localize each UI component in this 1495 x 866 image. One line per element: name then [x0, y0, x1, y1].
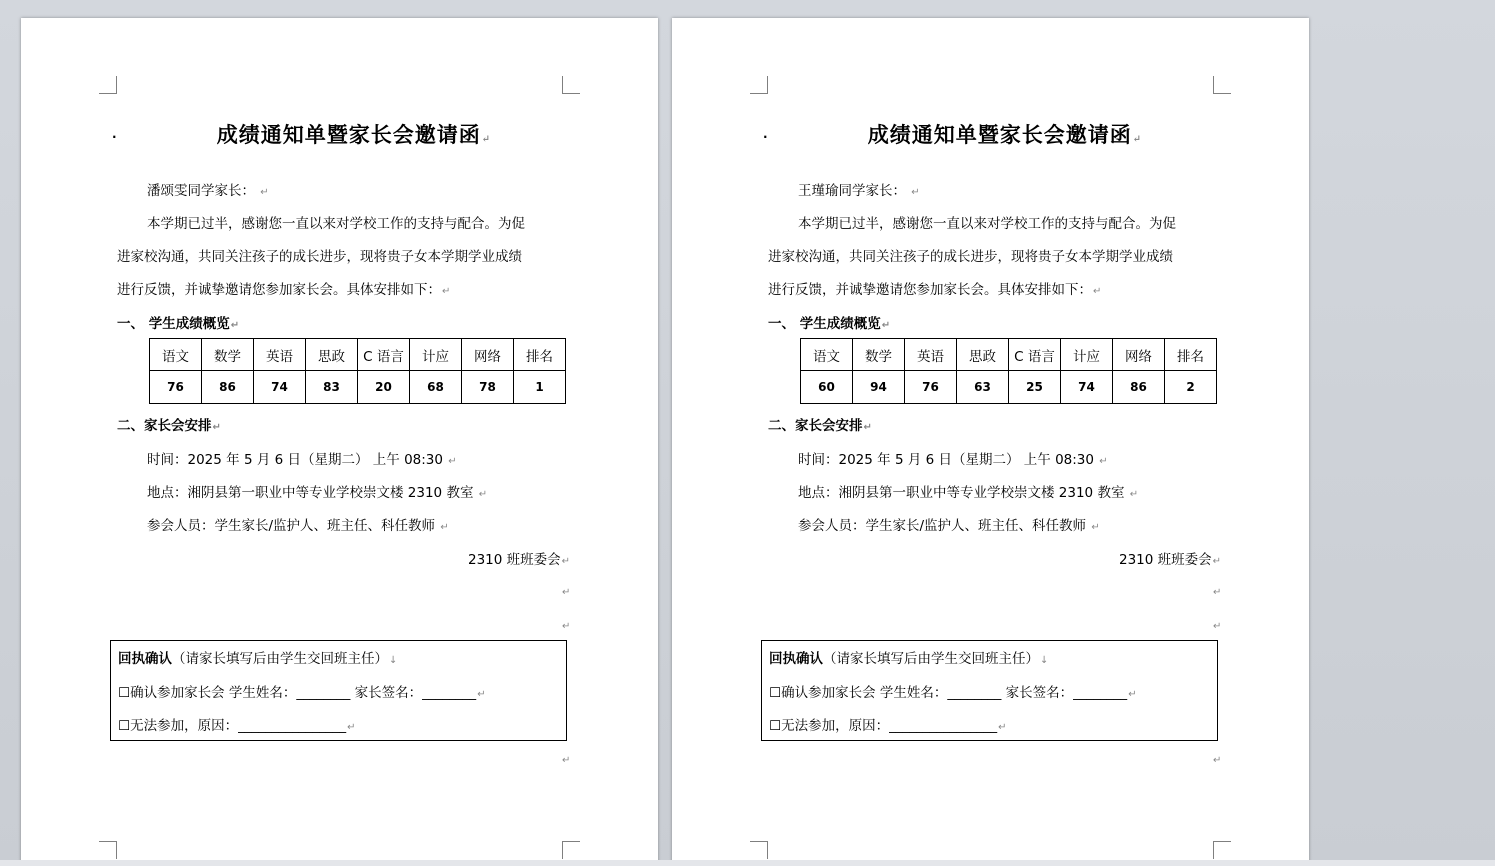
receipt-title-line[interactable]: 回执确认（请家长填写后由学生交回班主任）↓ — [118, 651, 398, 667]
empty-paragraph[interactable]: ↵ — [1213, 621, 1222, 632]
receipt-decline-line[interactable]: ☐无法参加，原因：________________↵ — [769, 718, 1007, 734]
score-cell[interactable]: 76 — [905, 371, 957, 404]
score-cell[interactable]: 68 — [410, 371, 462, 404]
subject-cell[interactable]: 排名 — [1165, 339, 1217, 371]
score-cell[interactable]: 86 — [202, 371, 254, 404]
table-row-scores — [801, 371, 1217, 404]
salutation[interactable]: 潘颂雯同学家长： ↵ — [147, 183, 269, 199]
score-cell[interactable]: 74 — [1061, 371, 1113, 404]
document-page-2[interactable] — [672, 18, 1309, 866]
horizontal-scrollbar[interactable] — [0, 860, 1495, 866]
intro-line-2[interactable]: 进家校沟通，共同关注孩子的成长进步，现将贵子女本学期学业成绩 — [768, 249, 1173, 265]
subject-cell[interactable]: 语文 — [150, 339, 202, 371]
score-cell[interactable]: 25 — [1009, 371, 1061, 404]
subject-cell[interactable]: 计应 — [410, 339, 462, 371]
score-cell[interactable]: 94 — [853, 371, 905, 404]
score-cell[interactable]: 20 — [358, 371, 410, 404]
subject-cell[interactable]: C 语言 — [358, 339, 410, 371]
receipt-decline-line[interactable]: ☐无法参加，原因：________________↵ — [118, 718, 356, 734]
empty-paragraph[interactable]: ↵ — [562, 755, 571, 766]
meeting-place[interactable]: 地点：湘阴县第一职业中等专业学校崇文楼 2310 教室 ↵ — [147, 485, 488, 501]
subject-cell[interactable]: 网络 — [1113, 339, 1165, 371]
scores-table[interactable] — [149, 338, 566, 404]
subject-cell[interactable]: 英语 — [905, 339, 957, 371]
table-header-row — [150, 339, 566, 371]
subject-cell[interactable]: 英语 — [254, 339, 306, 371]
margin-corner-bottom-right — [1213, 841, 1231, 859]
intro-line-2[interactable]: 进家校沟通，共同关注孩子的成长进步，现将贵子女本学期学业成绩 — [117, 249, 522, 265]
title-bullet: · — [112, 130, 117, 144]
subject-cell[interactable]: 数学 — [853, 339, 905, 371]
receipt-confirm-line[interactable]: ☐确认参加家长会 学生姓名：________ 家长签名：________↵ — [769, 685, 1137, 701]
score-cell[interactable]: 78 — [462, 371, 514, 404]
meeting-attendees[interactable]: 参会人员：学生家长/监护人、班主任、科任教师 ↵ — [798, 518, 1100, 534]
score-cell[interactable]: 83 — [306, 371, 358, 404]
page-title[interactable]: 成绩通知单暨家长会邀请函↵ — [216, 122, 492, 147]
document-page-1[interactable] — [21, 18, 658, 866]
margin-corner-top-right — [562, 76, 580, 94]
subject-cell[interactable]: 思政 — [306, 339, 358, 371]
score-cell[interactable]: 86 — [1113, 371, 1165, 404]
intro-line-1[interactable]: 本学期已过半，感谢您一直以来对学校工作的支持与配合。为促 — [798, 216, 1176, 232]
section-heading-meeting[interactable]: 二、家长会安排↵ — [117, 418, 221, 434]
meeting-attendees[interactable]: 参会人员：学生家长/监护人、班主任、科任教师 ↵ — [147, 518, 449, 534]
score-cell[interactable]: 1 — [514, 371, 566, 404]
subject-cell[interactable]: 排名 — [514, 339, 566, 371]
subject-cell[interactable]: 思政 — [957, 339, 1009, 371]
empty-paragraph[interactable]: ↵ — [1213, 587, 1222, 598]
page-title[interactable]: 成绩通知单暨家长会邀请函↵ — [867, 122, 1143, 147]
table-row-scores — [150, 371, 566, 404]
meeting-time[interactable]: 时间：2025 年 5 月 6 日（星期二） 上午 08:30 ↵ — [147, 452, 457, 468]
empty-paragraph[interactable]: ↵ — [562, 621, 571, 632]
intro-line-1[interactable]: 本学期已过半，感谢您一直以来对学校工作的支持与配合。为促 — [147, 216, 525, 232]
subject-cell[interactable]: 计应 — [1061, 339, 1113, 371]
meeting-place[interactable]: 地点：湘阴县第一职业中等专业学校崇文楼 2310 教室 ↵ — [798, 485, 1139, 501]
margin-corner-top-right — [1213, 76, 1231, 94]
margin-corner-bottom-left — [99, 841, 117, 859]
margin-corner-bottom-left — [750, 841, 768, 859]
score-cell[interactable]: 2 — [1165, 371, 1217, 404]
score-cell[interactable]: 74 — [254, 371, 306, 404]
score-cell[interactable]: 63 — [957, 371, 1009, 404]
margin-corner-top-left — [750, 76, 768, 94]
meeting-time[interactable]: 时间：2025 年 5 月 6 日（星期二） 上午 08:30 ↵ — [798, 452, 1108, 468]
title-bullet: · — [763, 130, 768, 144]
subject-cell[interactable]: 数学 — [202, 339, 254, 371]
margin-corner-top-left — [99, 76, 117, 94]
score-cell[interactable]: 76 — [150, 371, 202, 404]
table-header-row — [801, 339, 1217, 371]
signature[interactable]: 2310 班班委会↵ — [1119, 552, 1222, 568]
receipt-box[interactable] — [761, 640, 1218, 741]
receipt-box[interactable] — [110, 640, 567, 741]
section-heading-scores[interactable]: 一、 学生成绩概览↵ — [768, 316, 891, 332]
receipt-title-line[interactable]: 回执确认（请家长填写后由学生交回班主任）↓ — [769, 651, 1049, 667]
subject-cell[interactable]: C 语言 — [1009, 339, 1061, 371]
section-heading-scores[interactable]: 一、 学生成绩概览↵ — [117, 316, 240, 332]
salutation[interactable]: 王瑾瑜同学家长： ↵ — [798, 183, 920, 199]
empty-paragraph[interactable]: ↵ — [1213, 755, 1222, 766]
intro-line-3[interactable]: 进行反馈，并诚挚邀请您参加家长会。具体安排如下：↵ — [117, 282, 451, 298]
score-cell[interactable]: 60 — [801, 371, 853, 404]
receipt-confirm-line[interactable]: ☐确认参加家长会 学生姓名：________ 家长签名：________↵ — [118, 685, 486, 701]
signature[interactable]: 2310 班班委会↵ — [468, 552, 571, 568]
empty-paragraph[interactable]: ↵ — [562, 587, 571, 598]
subject-cell[interactable]: 语文 — [801, 339, 853, 371]
subject-cell[interactable]: 网络 — [462, 339, 514, 371]
scores-table[interactable] — [800, 338, 1217, 404]
intro-line-3[interactable]: 进行反馈，并诚挚邀请您参加家长会。具体安排如下：↵ — [768, 282, 1102, 298]
section-heading-meeting[interactable]: 二、家长会安排↵ — [768, 418, 872, 434]
margin-corner-bottom-right — [562, 841, 580, 859]
